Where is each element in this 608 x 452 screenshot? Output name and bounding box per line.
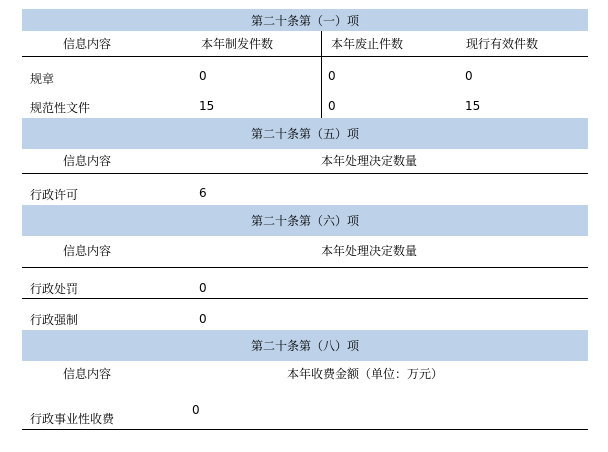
divider — [22, 173, 588, 174]
section-header-1 — [22, 9, 588, 31]
section-title-6: 第二十条第（六）项 — [250, 214, 359, 228]
section-title-8: 第二十条第（八）项 — [250, 339, 359, 353]
divider — [22, 298, 588, 299]
cell-admin-fee-value: 0 — [192, 403, 200, 417]
header-abolished-count: 本年废止件数 — [331, 37, 404, 51]
divider — [22, 429, 588, 430]
column-divider — [321, 31, 322, 118]
header-info-content: 信息内容 — [63, 367, 112, 381]
header-decision-count: 本年处理决定数量 — [321, 154, 418, 168]
header-valid-count: 现行有效件数 — [466, 37, 539, 51]
section-title-1: 第二十条第（一）项 — [250, 13, 359, 28]
cell-admin-penalty-value: 0 — [199, 281, 207, 295]
header-issued-count: 本年制发件数 — [201, 37, 274, 51]
header-info-content: 信息内容 — [63, 244, 112, 258]
cell-regulations-valid: 0 — [465, 69, 473, 83]
header-fee-amount: 本年收费金额（单位：万元） — [287, 367, 444, 381]
cell-regulations-abolished: 0 — [328, 69, 336, 83]
row-label-admin-license: 行政许可 — [30, 188, 79, 202]
header-info-content: 信息内容 — [63, 154, 112, 168]
row-label-regulations: 规章 — [30, 72, 55, 86]
cell-normative-valid: 15 — [465, 99, 481, 113]
cell-regulations-issued: 0 — [199, 69, 207, 83]
header-info-content: 信息内容 — [63, 37, 112, 51]
row-label-admin-enforcement: 行政强制 — [30, 313, 79, 327]
row-label-admin-penalty: 行政处罚 — [30, 282, 79, 296]
section-title-5: 第二十条第（五）项 — [250, 127, 359, 141]
row-label-normative-docs: 规范性文件 — [30, 101, 91, 115]
section-header-5 — [22, 118, 588, 149]
cell-normative-abolished: 0 — [328, 99, 336, 113]
divider — [22, 56, 588, 57]
header-decision-count: 本年处理决定数量 — [321, 244, 418, 258]
section-header-6 — [22, 205, 588, 236]
cell-normative-issued: 15 — [199, 99, 215, 113]
divider — [22, 267, 588, 268]
row-label-admin-fee: 行政事业性收费 — [30, 412, 115, 426]
cell-admin-license-value: 6 — [199, 186, 207, 200]
cell-admin-enforcement-value: 0 — [199, 312, 207, 326]
section-header-8 — [22, 330, 588, 361]
